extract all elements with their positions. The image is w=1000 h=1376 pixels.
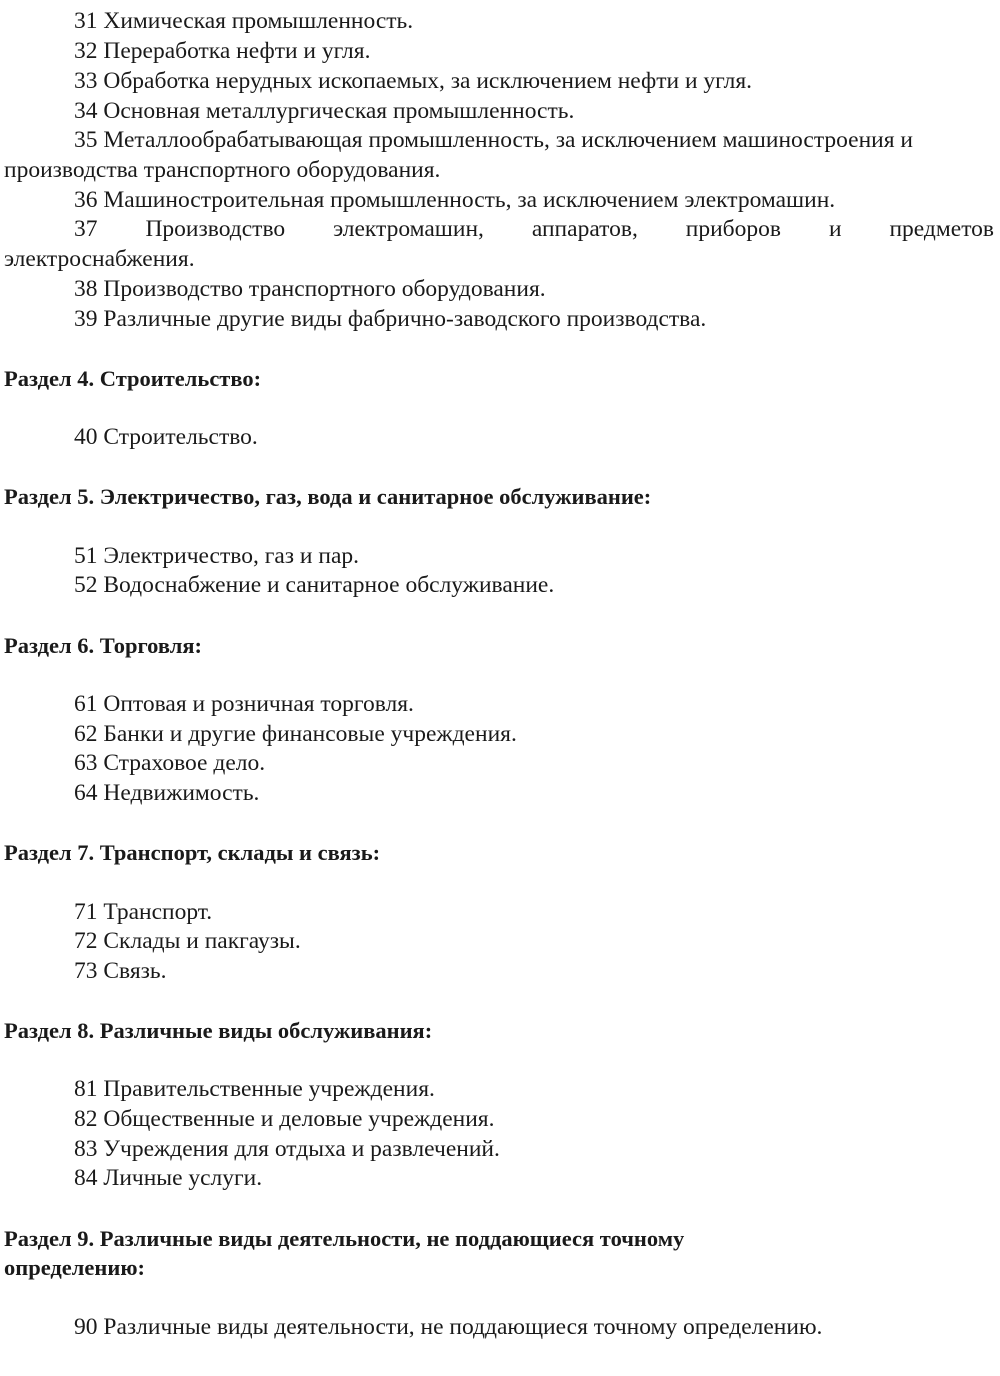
section-heading: Раздел 5. Электричество, газ, вода и санитарное обслуживание:: [4, 484, 652, 509]
list-item: 34 Основная металлургическая промышленность.: [74, 98, 575, 124]
list-item: 39 Различные другие виды фабрично-заводского производства.: [74, 306, 707, 332]
section-heading: Раздел 8. Различные виды обслуживания:: [4, 1018, 433, 1043]
list-item-continuation: электроснабжения.: [4, 246, 195, 272]
list-item: 52 Водоснабжение и санитарное обслуживание.: [74, 572, 555, 598]
list-item: 63 Страховое дело.: [74, 750, 266, 776]
list-item: 73 Связь.: [74, 958, 167, 984]
list-item: 61 Оптовая и розничная торговля.: [74, 691, 414, 717]
list-item: 33 Обработка нерудных ископаемых, за исключением нефти и угля.: [74, 68, 753, 94]
list-item: 71 Транспорт.: [74, 899, 213, 925]
list-item: 72 Склады и пакгаузы.: [74, 928, 301, 954]
section-heading: Раздел 7. Транспорт, склады и связь:: [4, 840, 381, 865]
list-item: 32 Переработка нефти и угля.: [74, 38, 371, 64]
list-item-continuation: производства транспортного оборудования.: [4, 157, 441, 183]
list-item: 38 Производство транспортного оборудования.: [74, 276, 546, 302]
list-item: 83 Учреждения для отдыха и развлечений.: [74, 1136, 500, 1162]
section-heading: Раздел 6. Торговля:: [4, 633, 202, 658]
section-heading: Раздел 4. Строительство:: [4, 366, 262, 391]
list-item: 35 Металлообрабатывающая промышленность, за исключением машиностроения и: [74, 127, 914, 153]
list-item: 51 Электричество, газ и пар.: [74, 543, 360, 569]
section-heading-continuation: определению:: [4, 1255, 146, 1280]
section-heading: Раздел 9. Различные виды деятельности, не поддающиеся точному: [4, 1226, 685, 1251]
list-item: 62 Банки и другие финансовые учреждения.: [74, 721, 517, 747]
list-item: 31 Химическая промышленность.: [74, 8, 414, 34]
list-item: 40 Строительство.: [74, 424, 258, 450]
list-item: 36 Машиностроительная промышленность, за исключением электромашин.: [74, 187, 836, 213]
list-item: 90 Различные виды деятельности, не поддающиеся точному определению.: [74, 1314, 823, 1340]
list-item: 81 Правительственные учреждения.: [74, 1076, 435, 1102]
list-item: 84 Личные услуги.: [74, 1165, 263, 1191]
list-item: 82 Общественные и деловые учреждения.: [74, 1106, 495, 1132]
list-item: 64 Недвижимость.: [74, 780, 260, 806]
list-item: 37 Производство электромашин, аппаратов, приборов и предметов: [74, 216, 994, 242]
